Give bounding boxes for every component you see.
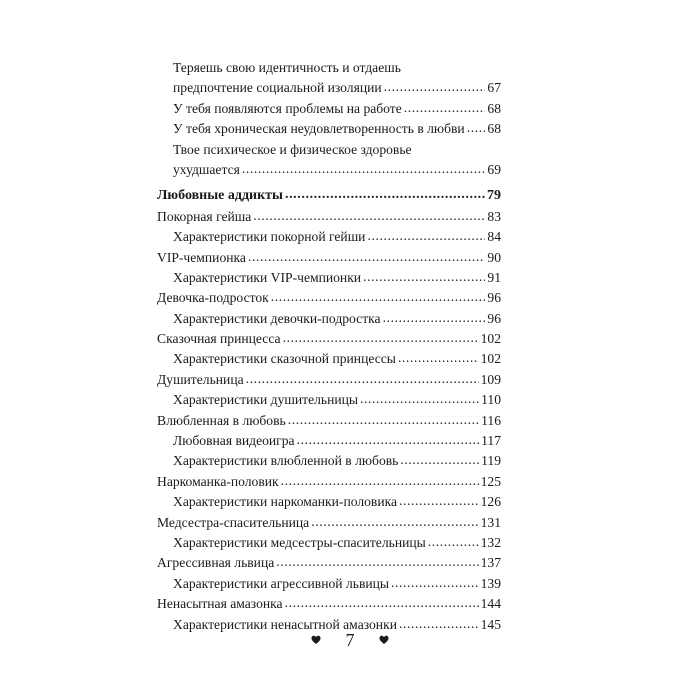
toc-subsection-entry	[157, 492, 501, 512]
toc-leader-dots	[384, 77, 486, 97]
toc-entry-page-number: 68	[487, 121, 501, 137]
toc-entry-page-number: 109	[480, 371, 501, 387]
toc-entry-title: Характеристики девочки-подростка	[173, 310, 381, 326]
toc-entry-title: Характеристики ненасытной амазонки	[173, 616, 397, 632]
toc-entry-title: Душительница	[157, 371, 244, 387]
toc-leader-dots	[367, 226, 485, 246]
page-number: 7	[345, 629, 355, 650]
toc-entry-page-number: 79	[487, 188, 501, 204]
toc-entry-title: У тебя появляются проблемы на работе	[173, 100, 402, 116]
toc-section-entry	[157, 553, 501, 573]
toc-leader-dots	[363, 267, 485, 287]
toc-entry-title: Характеристики наркоманки-половика	[173, 494, 398, 510]
toc-subsection-entry	[157, 431, 501, 451]
toc-chapter-entry	[157, 186, 501, 206]
toc-section-entry	[157, 288, 501, 308]
toc-leader-dots	[288, 410, 479, 430]
toc-leader-dots	[248, 247, 485, 267]
toc-entry-page-number: 68	[487, 100, 501, 116]
toc-subsection-entry	[157, 268, 501, 288]
toc-entry-page-number: 117	[481, 433, 501, 449]
toc-section-entry	[157, 248, 501, 268]
toc-subsection-entry	[157, 309, 501, 329]
toc-leader-dots	[281, 471, 479, 491]
toc-subsection-entry	[157, 160, 501, 180]
toc-leader-dots	[271, 287, 486, 307]
toc-entry-title: Любовная видеоигра	[173, 433, 295, 449]
toc-entry-title: Влюбленная в любовь	[157, 412, 286, 428]
toc-entry-title: Агрессивная львица	[157, 555, 275, 571]
toc-entry-title: Медсестра-спасительница	[157, 514, 310, 530]
toc-leader-dots	[360, 389, 479, 409]
toc-leader-dots	[311, 512, 478, 532]
toc-leader-dots	[285, 185, 485, 205]
toc-entry-page-number: 126	[480, 494, 501, 510]
toc-subsection-entry	[157, 227, 501, 247]
page-footer	[0, 626, 700, 652]
toc-subsection-entry	[157, 574, 501, 594]
toc-leader-dots	[246, 369, 479, 389]
toc-leader-dots	[400, 450, 479, 470]
toc-leader-dots	[285, 593, 479, 613]
toc-entry-title: У тебя хроническая неудовлетворенность в любви	[173, 121, 465, 137]
toc-entry-title: Твое психическое и физическое здоровье	[173, 141, 412, 157]
toc-entry-page-number: 102	[480, 331, 501, 347]
toc-entry-page-number: 131	[480, 514, 501, 530]
toc-entry-title: Ненасытная амазонка	[157, 596, 283, 612]
toc-entry-page-number: 137	[480, 555, 501, 571]
toc-leader-dots	[383, 308, 486, 328]
toc-section-entry	[157, 594, 501, 614]
table-of-contents	[157, 58, 501, 635]
toc-entry-title: Характеристики медсестры-спасительницы	[173, 534, 426, 550]
toc-section-entry	[157, 370, 501, 390]
toc-entry-page-number: 90	[487, 249, 501, 265]
toc-subsection-entry	[157, 349, 501, 369]
toc-entry-page-number: 83	[487, 208, 501, 224]
toc-entry-title: Покорная гейша	[157, 208, 252, 224]
toc-leader-dots	[276, 552, 478, 572]
toc-entry-title: Сказочная принцесса	[157, 331, 281, 347]
toc-leader-dots	[428, 532, 479, 552]
toc-entry-title: Характеристики агрессивной львицы	[173, 575, 390, 591]
toc-entry-page-number: 91	[487, 269, 501, 285]
toc-entry-page-number: 102	[480, 351, 501, 367]
toc-subsection-entry	[157, 78, 501, 98]
toc-entry-title: ухудшается	[173, 161, 240, 177]
toc-leader-dots	[242, 159, 486, 179]
toc-section-entry	[157, 329, 501, 349]
toc-entry-page-number: 96	[487, 310, 501, 326]
toc-entry-page-number: 132	[480, 534, 501, 550]
toc-leader-dots	[283, 328, 479, 348]
toc-entry-page-number: 119	[481, 453, 501, 469]
toc-entry-title: Характеристики VIP-чемпионки	[173, 269, 362, 285]
toc-subsection-entry	[157, 140, 501, 160]
toc-entry-title: Теряешь свою идентичность и отдаешь	[173, 60, 401, 75]
toc-entry-page-number: 139	[480, 575, 501, 591]
toc-leader-dots	[404, 98, 486, 118]
heart-right-icon	[379, 635, 389, 645]
toc-entry-title: VIP-чемпионка	[157, 249, 246, 265]
toc-leader-dots	[391, 573, 479, 593]
toc-entry-page-number: 69	[487, 161, 501, 177]
toc-entry-title: Характеристики влюбленной в любовь	[173, 453, 399, 469]
toc-entry-page-number: 96	[487, 290, 501, 306]
toc-leader-dots	[398, 348, 479, 368]
toc-subsection-entry	[157, 390, 501, 410]
toc-entry-page-number: 67	[487, 80, 501, 96]
toc-entry-page-number: 110	[481, 392, 501, 408]
toc-subsection-entry	[157, 533, 501, 553]
toc-leader-dots	[253, 206, 485, 226]
toc-section-entry	[157, 513, 501, 533]
toc-entry-title: Характеристики сказочной принцессы	[173, 351, 396, 367]
toc-subsection-entry	[157, 451, 501, 471]
heart-left-icon	[311, 635, 321, 645]
toc-entry-title: Характеристики душительницы	[173, 392, 359, 408]
toc-section-entry	[157, 472, 501, 492]
toc-entry-page-number: 125	[480, 473, 501, 489]
toc-entry-title: Наркоманка-половик	[157, 473, 279, 489]
toc-entry-page-number: 116	[481, 412, 501, 428]
toc-entry-title: Характеристики покорной гейши	[173, 229, 366, 245]
toc-subsection-entry	[157, 58, 501, 78]
toc-entry-title: Любовные аддикты	[157, 188, 283, 204]
toc-section-entry	[157, 411, 501, 431]
toc-subsection-entry	[157, 119, 501, 139]
toc-subsection-entry	[157, 99, 501, 119]
toc-entry-page-number: 84	[487, 229, 501, 245]
toc-leader-dots	[297, 430, 480, 450]
toc-entry-page-number: 144	[480, 596, 501, 612]
toc-entry-title: предпочтение социальной изоляции	[173, 80, 382, 96]
toc-entry-page-number: 145	[480, 616, 501, 632]
toc-entry-title: Девочка-подросток	[157, 290, 269, 306]
toc-leader-dots	[467, 118, 486, 138]
toc-section-entry	[157, 207, 501, 227]
toc-leader-dots	[399, 491, 479, 511]
